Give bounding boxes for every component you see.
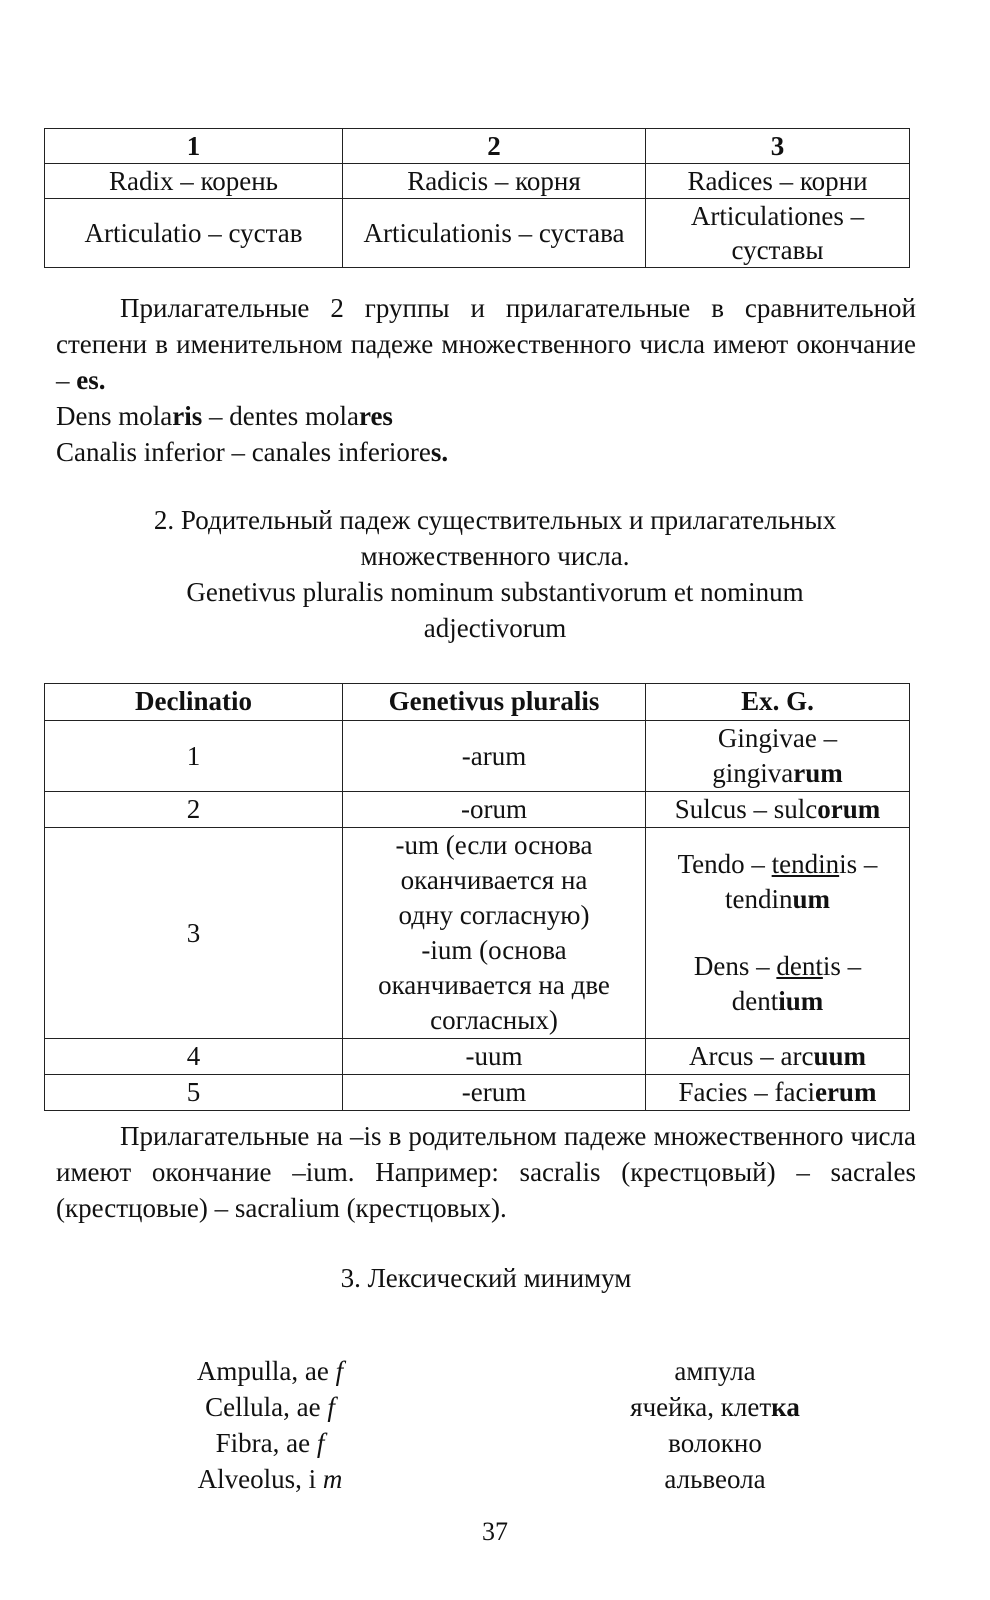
- russian-term: [390, 1389, 850, 1425]
- example-bold: s.: [430, 437, 449, 467]
- section-3-title: 3. Лексический минимум: [340, 1263, 632, 1293]
- gender-mark: f: [335, 1356, 344, 1386]
- table-row: [45, 828, 910, 1039]
- table-row: [45, 1039, 910, 1075]
- table-cell: 3: [45, 828, 343, 1039]
- gender-mark: f: [316, 1428, 325, 1458]
- table-cell: Articulationes – суставы: [646, 199, 910, 268]
- section-2-title: 2. Родительный падеж существительных и прилагательных множественного числа.: [153, 505, 837, 571]
- genetivus-table: [44, 683, 910, 1111]
- table-cell: [646, 1075, 910, 1111]
- table-cell: -arum: [343, 721, 646, 792]
- latin-term: [150, 1425, 390, 1461]
- paragraph-text: Прилагательные 2 группы и прилагательные в сравнительной степени в именительном падеже множественного числа имеют окончание –: [56, 293, 916, 395]
- example-bold: res: [358, 401, 393, 431]
- example-line: [56, 434, 448, 470]
- table-row: [45, 792, 910, 828]
- list-item: [150, 1389, 850, 1425]
- table-header-cell: Declinatio: [45, 684, 343, 721]
- example-text: Canalis inferior – canales inferiore: [56, 437, 431, 467]
- latin-term: [150, 1389, 390, 1425]
- table-cell: [646, 1039, 910, 1075]
- example-bold: um: [792, 884, 830, 914]
- latin-word: Fibra, ae: [215, 1428, 317, 1458]
- example-text: is – dent: [731, 951, 862, 1016]
- gender-mark: m: [322, 1464, 343, 1494]
- table-cell: 1: [45, 721, 343, 792]
- russian-word: ячейка, клет: [630, 1392, 772, 1422]
- russian-term: [390, 1353, 850, 1389]
- table-header-row: [45, 129, 910, 164]
- example-bold: rum: [793, 758, 843, 788]
- declension-table: [44, 128, 910, 268]
- example-text: Arcus – arc: [689, 1041, 814, 1071]
- paragraph-is-adjectives: Прилагательные на –is в родительном падеже множественного числа имеют окончание –ium. Например: sacralis (крестцовый) – sacrales (крестцовые) – sacralium (крестцовых).: [56, 1121, 916, 1223]
- example-text: Facies – faci: [678, 1077, 815, 1107]
- example-bold: ris: [172, 401, 203, 431]
- table-cell: Radicis – корня: [343, 164, 646, 199]
- table-cell: -uum: [343, 1039, 646, 1075]
- russian-word: волокно: [668, 1428, 762, 1458]
- gender-mark: f: [327, 1392, 335, 1422]
- russian-word: ампула: [674, 1356, 756, 1386]
- table-row: [45, 199, 910, 268]
- example-underlined: dent: [776, 951, 823, 981]
- bold-ending: es.: [76, 365, 106, 395]
- table-cell: Radices – корни: [646, 164, 910, 199]
- table-header-cell: 1: [45, 129, 343, 164]
- example-bold: ium: [778, 986, 824, 1016]
- example-bold: uum: [813, 1041, 866, 1071]
- table-header-cell: Ex. G.: [646, 684, 910, 721]
- example-bold: orum: [817, 794, 881, 824]
- list-item: [150, 1461, 850, 1497]
- table-cell: 5: [45, 1075, 343, 1111]
- table-header-cell: Genetivus pluralis: [343, 684, 646, 721]
- example-underlined: tendin: [771, 849, 840, 879]
- table-row: [45, 164, 910, 199]
- table-cell: Radix – корень: [45, 164, 343, 199]
- example-text: Tendo –: [677, 849, 772, 879]
- example-line: [56, 398, 393, 434]
- example-block: [676, 847, 879, 917]
- latin-word: Cellula, ae: [205, 1392, 328, 1422]
- list-item: [150, 1425, 850, 1461]
- example-block: [676, 949, 879, 1019]
- page-number: 37: [482, 1517, 508, 1546]
- ending-note: -ium (основа оканчивается на две согласных): [378, 935, 610, 1035]
- example-text: Sulcus – sulc: [674, 794, 818, 824]
- russian-bold: ка: [771, 1392, 800, 1422]
- example-bold: erum: [814, 1077, 877, 1107]
- vocabulary-list: [150, 1353, 850, 1497]
- example-text: Gingivae – gingiva: [712, 723, 838, 788]
- table-cell: [646, 721, 910, 792]
- latin-word: Alveolus, i: [197, 1464, 323, 1494]
- table-cell: Articulatio – сустав: [45, 199, 343, 268]
- example-text: Dens mola: [56, 401, 173, 431]
- russian-term: [390, 1425, 850, 1461]
- table-cell: 2: [45, 792, 343, 828]
- table-cell: -erum: [343, 1075, 646, 1111]
- paragraph-plural-endings: [56, 290, 916, 398]
- section-2-subtitle: Genetivus pluralis nominum substantivorum et nominum adjectivorum: [186, 577, 804, 643]
- example-text: is – tendin: [724, 849, 878, 914]
- table-cell: Articulationis – сустава: [343, 199, 646, 268]
- table-cell: 4: [45, 1039, 343, 1075]
- russian-word: альвеола: [664, 1464, 766, 1494]
- example-text: – dentes mola: [202, 401, 359, 431]
- table-cell: [646, 828, 910, 1039]
- latin-term: [150, 1461, 390, 1497]
- table-row: [45, 721, 910, 792]
- table-cell: [646, 792, 910, 828]
- ending-note: -um (если основа оканчивается на одну согласную): [395, 830, 593, 930]
- table-cell: [343, 828, 646, 1039]
- table-row: [45, 1075, 910, 1111]
- latin-term: [150, 1353, 390, 1389]
- latin-word: Ampulla, ae: [196, 1356, 336, 1386]
- table-cell: -orum: [343, 792, 646, 828]
- russian-term: [390, 1461, 850, 1497]
- table-header-row: [45, 684, 910, 721]
- table-header-cell: 2: [343, 129, 646, 164]
- example-text: Dens –: [693, 951, 777, 981]
- table-header-cell: 3: [646, 129, 910, 164]
- list-item: [150, 1353, 850, 1389]
